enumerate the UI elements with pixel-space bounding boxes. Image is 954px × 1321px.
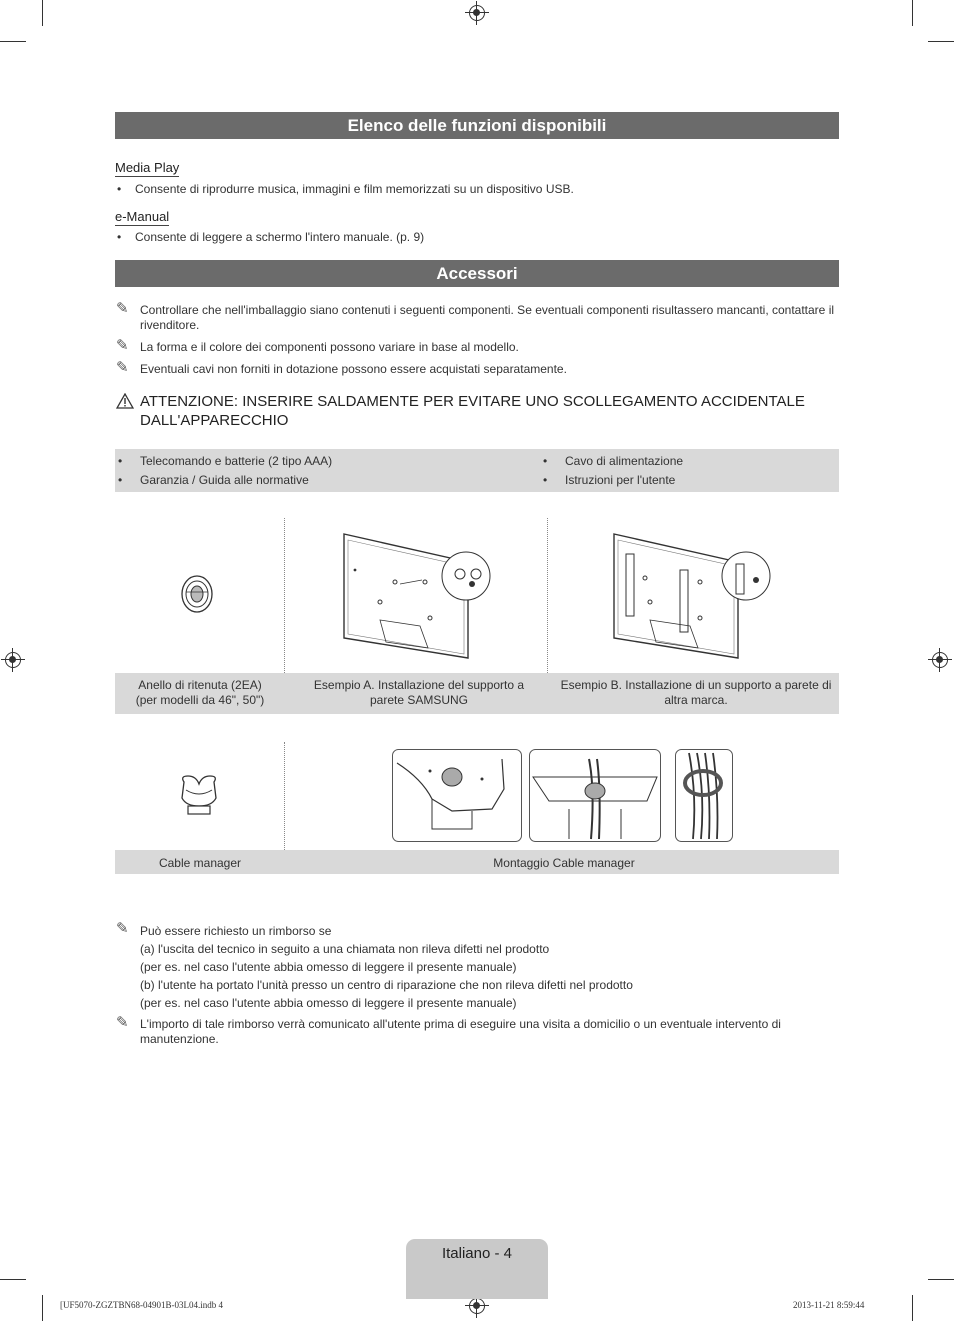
registration-mark-icon — [932, 652, 948, 668]
refund-amount-note: ✎ L'importo di tale rimborso verrà comunicato all'utente prima di eseguire una visita a domicilio o un eventuale intervento di manutenzione. — [116, 1014, 781, 1046]
pencil-note-icon: ✎ — [116, 337, 129, 354]
caption-example-b: Esempio B. Installazione di un supporto a parete di altra marca. — [560, 678, 832, 707]
registration-mark-icon — [469, 5, 485, 21]
caption-holder-ring: Anello di ritenuta (2EA) (per modelli da 46", 50") — [135, 678, 265, 707]
crop-mark — [0, 41, 26, 42]
caption-example-a: Esempio A. Installazione del supporto a parete SAMSUNG — [313, 678, 525, 707]
feature-desc-e-manual: • Consente di leggere a schermo l'intero manuale. (p. 9) — [117, 230, 425, 244]
registration-mark-icon — [469, 1298, 485, 1314]
list-item: • Istruzioni per l'utente — [543, 473, 676, 487]
tv-back-samsung-mount-illustration — [340, 530, 495, 660]
column-divider — [547, 518, 548, 673]
feature-name-e-manual: e-Manual — [115, 209, 170, 224]
column-divider — [284, 518, 285, 673]
list-item: • Telecomando e batterie (2 tipo AAA) — [118, 454, 333, 468]
pencil-note-icon: ✎ — [116, 920, 129, 937]
note: ✎ Eventuali cavi non forniti in dotazione possono essere acquistati separatamente. — [116, 359, 567, 376]
caption-cable-mount: Montaggio Cable manager — [493, 856, 635, 870]
crop-mark — [42, 0, 43, 26]
warning: ATTENZIONE: INSERIRE SALDAMENTE PER EVITARE UNO SCOLLEGAMENTO ACCIDENTALE DALL'APPARECCHIO — [116, 392, 840, 430]
crop-mark — [912, 0, 913, 26]
warning-triangle-icon — [116, 393, 134, 409]
crop-mark — [42, 1295, 43, 1321]
cable-mount-step3-illustration — [675, 749, 733, 842]
list-item: • Cavo di alimentazione — [543, 454, 684, 468]
section-title-accessories: Accessori — [115, 260, 839, 287]
registration-mark-icon — [5, 652, 21, 668]
note: ✎ Controllare che nell'imballaggio siano contenuti i seguenti componenti. Se eventuali componenti risultassero mancanti, contattare il rivenditore. — [116, 300, 835, 332]
page-number-tab: Italiano - 4 — [406, 1239, 548, 1299]
holder-ring-illustration — [178, 573, 216, 615]
caption-cable-manager: Cable manager — [158, 856, 242, 870]
cable-manager-illustration — [176, 772, 222, 818]
pencil-note-icon: ✎ — [116, 359, 129, 376]
pencil-note-icon: ✎ — [116, 1014, 129, 1031]
crop-mark — [912, 1295, 913, 1321]
feature-name-media-play: Media Play — [115, 160, 180, 175]
note: ✎ La forma e il colore dei componenti possono variare in base al modello. — [116, 337, 519, 354]
footer-timestamp: 2013-11-21 8:59:44 — [793, 1300, 865, 1310]
refund-note: ✎ Può essere richiesto un rimborso se (a) l'uscita del tecnico in seguito a una chiamata non rileva difetti nel prodotto (per es. nel caso l'utente abbia omesso di leggere il presente manuale) (b) l'utente ha portato l'unità presso un centro di riparazione che non rileva difetti nel prodotto (per es. nel caso l'utente abbia omesso di leggere il presente manuale) — [116, 920, 633, 1010]
crop-mark — [0, 1279, 26, 1280]
crop-mark — [928, 1279, 954, 1280]
tv-back-other-mount-illustration — [610, 530, 775, 660]
pencil-note-icon: ✎ — [116, 300, 129, 317]
cable-mount-step2-illustration — [529, 749, 661, 842]
footer-file-info: [UF5070-ZGZTBN68-04901B-03L04.indb 4 — [60, 1300, 223, 1310]
list-item: • Garanzia / Guida alle normative — [118, 473, 309, 487]
cable-mount-step1-illustration — [392, 749, 522, 842]
section-title-features: Elenco delle funzioni disponibili — [115, 112, 839, 139]
feature-desc-media-play: • Consente di riprodurre musica, immagini e film memorizzati su un dispositivo USB. — [117, 182, 574, 196]
column-divider — [284, 742, 285, 850]
crop-mark — [928, 41, 954, 42]
